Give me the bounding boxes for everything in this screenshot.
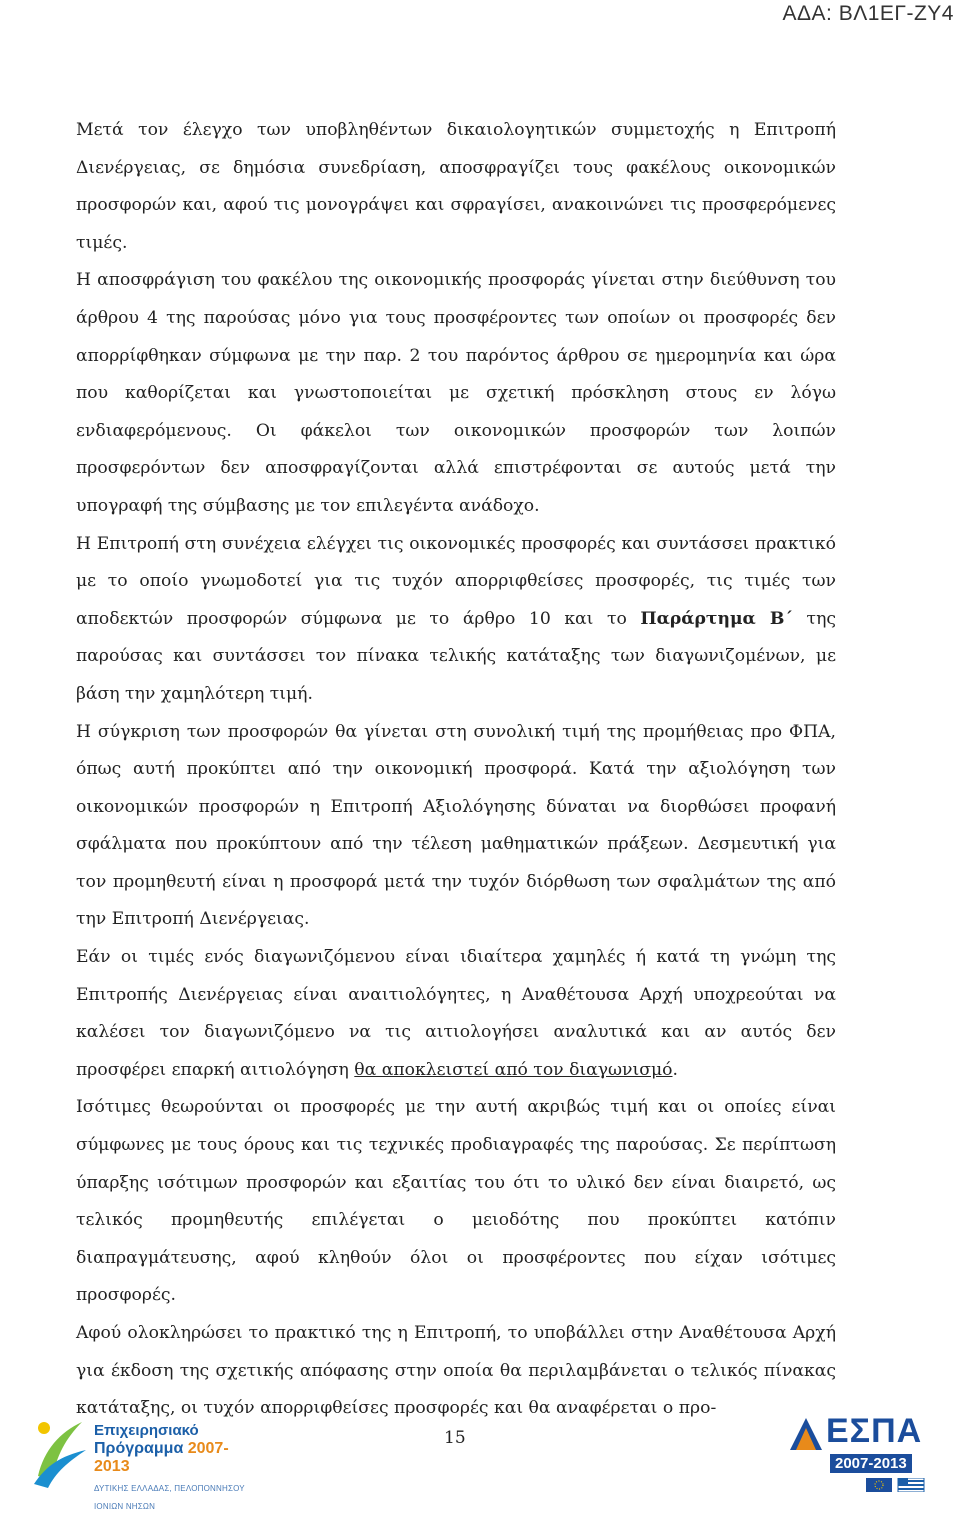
program-logo-region: ΔΥΤΙΚΗΣ ΕΛΛΑΔΑΣ, ΠΕΛΟΠΟΝΝΗΣΟΥ ΙΟΝΙΩΝ ΝΗΣΩΝ: [94, 1484, 245, 1511]
espa-years: 2007-2013: [830, 1454, 912, 1473]
flags-icon: [866, 1478, 926, 1492]
paragraph: [76, 526, 836, 714]
program-logo-line1: Επιχειρησιακό: [94, 1422, 199, 1439]
paragraph: [76, 939, 836, 1089]
paragraph: Η αποσφράγιση του φακέλου της οικονομικής προσφοράς γίνεται στην διεύθυνση του άρθρου 4 της παρούσας μόνο για τους προσφέροντες των οποίων οι προσφορές δεν απορρίφθηκαν σύμφωνα με την παρ. 2 του παρόντος άρθρου σε ημερομηνία και ώρα που καθορίζεται και γνωστοποιείται με σχετική πρόσκληση στους εν λόγω ενδιαφερόμενους. Οι φάκελοι των οικονομικών προσφορών των λοιπών προσφερόντων δεν αποσφραγίζονται αλλά επιστρέφονται σε αυτούς μετά την υπογραφή της σύμβασης με τον επιλεγέντα ανάδοχο.: [76, 270, 836, 516]
annex-reference: Παράρτημα Β΄: [640, 608, 793, 629]
page-number: 15: [444, 1428, 466, 1448]
paragraph-text: Η Επιτροπή στη συνέχεια ελέγχει τις οικονομικές προσφορές και συντάσσει πρακτικό με το οποίο γνωμοδοτεί για τις τυχόν απορριφθείσες προσφορές, τις τιμές των αποδεκτών προσφορών σύμφωνα με το άρθρο 10 και το: [76, 533, 836, 629]
paragraph-text: της παρούσας και συντάσσει τον πίνακα τελικής κατάταξης των διαγωνιζομένων, με βάση την χαμηλότερη τιμή.: [76, 608, 836, 704]
program-swoosh-icon: [30, 1410, 90, 1490]
underlined-text: θα αποκλειστεί από τον διαγωνισμό: [354, 1059, 673, 1080]
program-logo-years: 2007-2013: [94, 1440, 229, 1475]
espa-title: ΕΣΠΑ: [826, 1412, 923, 1450]
document-body: [76, 112, 836, 1428]
page-footer: [0, 1400, 960, 1511]
espa-logo: [786, 1406, 936, 1494]
paragraph: Μετά τον έλεγχο των υποβληθέντων δικαιολογητικών συμμετοχής η Επιτροπή Διενέργειας, σε δημόσια συνεδρίαση, αποσφραγίζει τους φακέλους οικονομικών προσφορών και, αφού τις μονογράψει και σφραγίσει, ανακοινώνει τις προσφερόμενες τιμές.: [76, 120, 836, 253]
paragraph: Ισότιμες θεωρούνται οι προσφορές με την αυτή ακριβώς τιμή και οι οποίες είναι σύμφωνες με τους όρους και τις τεχνικές προδιαγραφές της παρούσας. Σε περίπτωση ύπαρξης ισότιμων προσφορών και εξαιτίας του ότι το υλικό δεν είναι διαιρετό, ως τελικός προμηθευτής επιλέγεται ο μειοδότης που προκύπτει κατόπιν διαπραγμάτευσης, αφού κληθούν όλοι οι προσφέροντες που είχαν ισότιμες προσφορές.: [76, 1097, 836, 1306]
espa-flag-icon: [786, 1414, 826, 1454]
paragraph-text: Εάν οι τιμές ενός διαγωνιζόμενου είναι ιδιαίτερα χαμηλές ή κατά τη γνώμη της Επιτροπής Διενέργειας είναι αναιτιολόγητες, η Αναθέτουσα Αρχή υποχρεούται να καλέσει τον διαγωνιζόμενο να τις αιτιολογήσει αναλυτικά και αν αυτός δεν προσφέρει επαρκή αιτιολόγηση: [76, 947, 836, 1080]
program-logo-word: Πρόγραμμα: [94, 1440, 184, 1457]
paragraph-text: .: [672, 1059, 678, 1080]
paragraph: Αφού ολοκληρώσει το πρακτικό της η Επιτροπή, το υποβάλλει στην Αναθέτουσα Αρχή για έκδοση της σχετικής απόφασης στην οποία θα περιλαμβάνεται ο τελικός πίνακας κατάταξης, οι τυχόν απορριφθείσες προσφορές και θα αναφέρεται ο προ-: [76, 1323, 836, 1419]
operational-program-logo: [30, 1410, 250, 1511]
ada-code: ΑΔΑ: ΒΛ1ΕΓ-ΖΥ4: [782, 2, 954, 25]
paragraph: Η σύγκριση των προσφορών θα γίνεται στη συνολική τιμή της προμήθειας προ ΦΠΑ, όπως αυτή προκύπτει από την οικονομική προσφορά. Κατά την αξιολόγηση των οικονομικών προσφορών η Επιτροπή Αξιολόγησης δύναται να διορθώσει προφανή σφάλματα που προκύπτουν από την τέλεση μαθηματικών πράξεων. Δεσμευτική για τον προμηθευτή είναι η προσφορά μετά την τυχόν διόρθωση των σφαλμάτων της από την Επιτροπή Διενέργειας.: [76, 721, 836, 930]
